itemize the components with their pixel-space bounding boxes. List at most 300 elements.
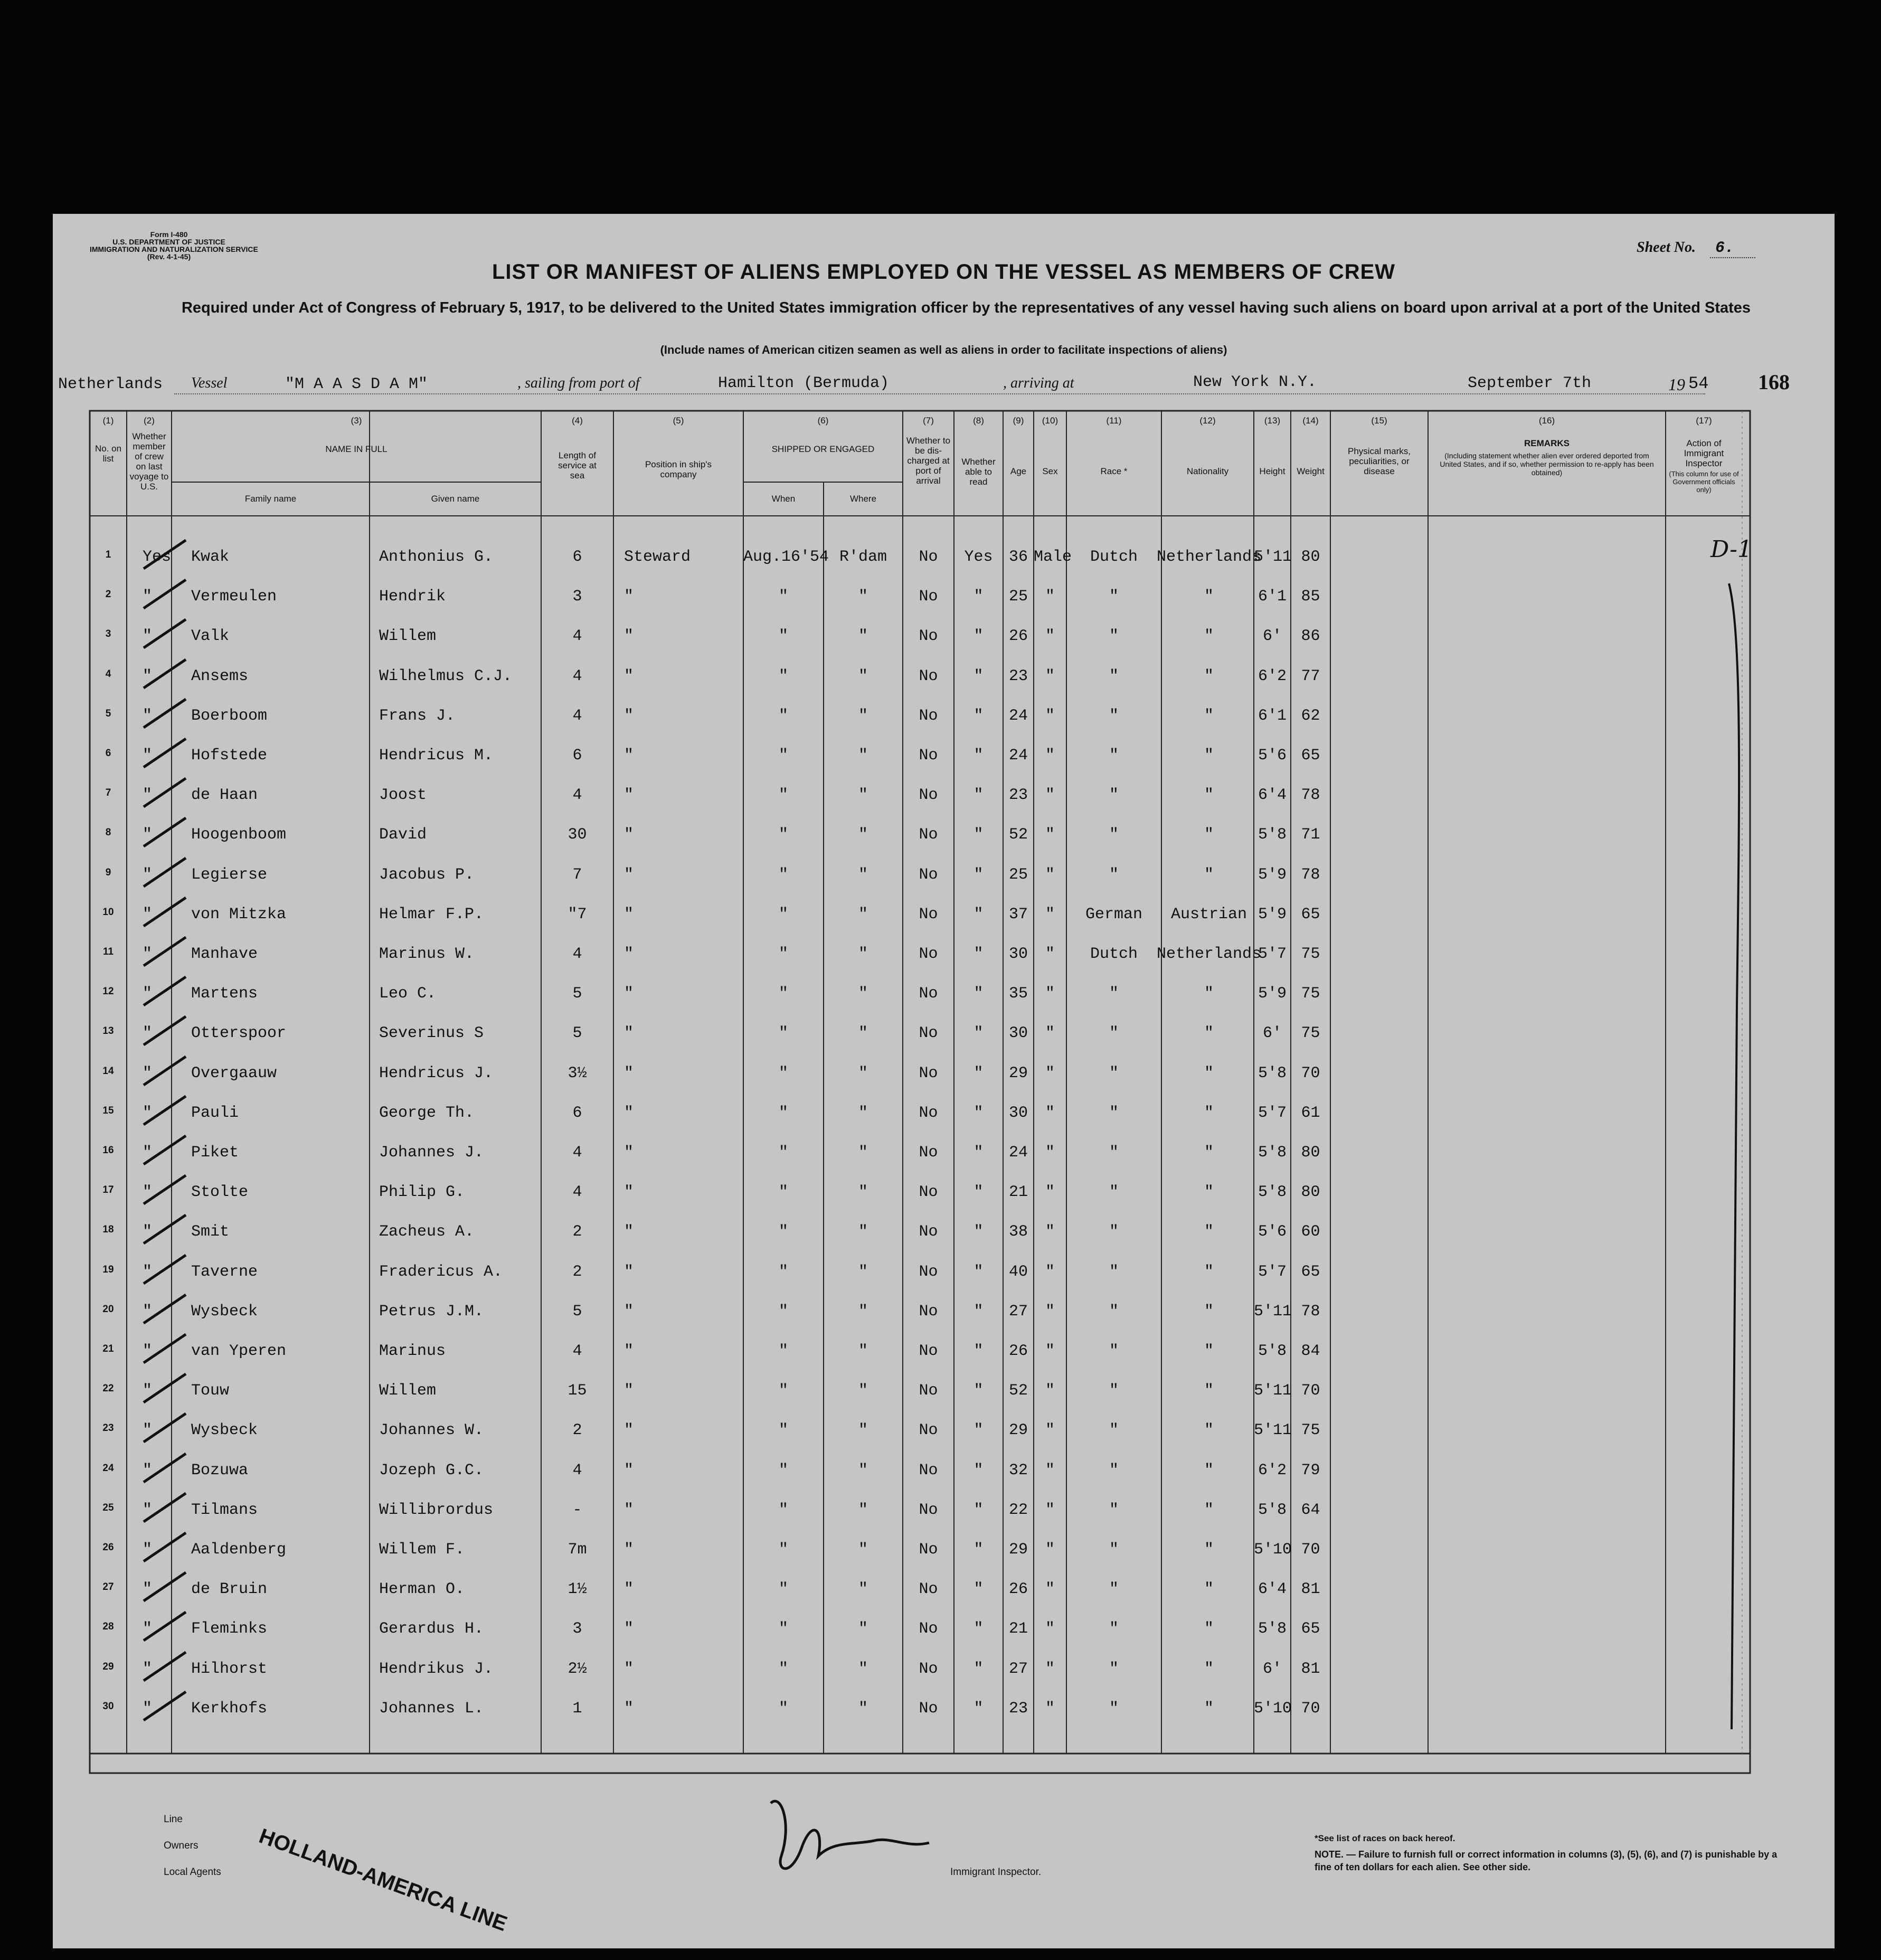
row-given: George Th. bbox=[379, 1104, 475, 1122]
row-given: Helmar F.P. bbox=[379, 906, 484, 924]
row-given: Wilhelmus C.J. bbox=[379, 667, 513, 685]
row-read: " bbox=[973, 627, 984, 645]
row-given: Fradericus A. bbox=[379, 1263, 503, 1281]
row-age: 21 bbox=[1008, 1620, 1028, 1638]
row-sex: " bbox=[1045, 1024, 1055, 1042]
row-sex: " bbox=[1045, 945, 1055, 963]
row-height: 5'8 bbox=[1258, 1064, 1287, 1082]
row-crew: " bbox=[143, 1700, 153, 1718]
row-position: " bbox=[624, 747, 634, 765]
col-17-number: (17) bbox=[1696, 416, 1712, 426]
row-no: 12 bbox=[102, 986, 114, 997]
row-where: " bbox=[858, 1541, 868, 1559]
row-nationality: " bbox=[1204, 1382, 1214, 1400]
row-sex: " bbox=[1045, 1303, 1055, 1321]
row-weight: 80 bbox=[1301, 1144, 1320, 1162]
row-crew: " bbox=[143, 1024, 153, 1042]
row-sex: " bbox=[1045, 667, 1055, 685]
row-age: 30 bbox=[1008, 1104, 1028, 1122]
row-discharged: No bbox=[919, 1580, 938, 1598]
row-weight: 70 bbox=[1301, 1064, 1320, 1082]
row-service: 6 bbox=[572, 747, 582, 765]
row-weight: 85 bbox=[1301, 588, 1320, 606]
row-read: " bbox=[973, 1421, 984, 1439]
row-position: " bbox=[624, 1223, 634, 1241]
row-age: 29 bbox=[1008, 1541, 1028, 1559]
row-when: " bbox=[778, 1303, 788, 1321]
row-service: 2 bbox=[572, 1223, 582, 1241]
row-no: 17 bbox=[102, 1184, 114, 1195]
inspector-action-mark: D-1 bbox=[1710, 536, 1752, 563]
row-height: 5'8 bbox=[1258, 1501, 1287, 1519]
row-given: Marinus bbox=[379, 1342, 446, 1360]
row-weight: 65 bbox=[1301, 747, 1320, 765]
page-subtitle: Required under Act of Congress of February 5, 1917, to be delivered to the United States immigration officer by the representatives of any vessel having such aliens on board upon arrival at a port of the United States bbox=[181, 299, 1751, 316]
row-position: " bbox=[624, 985, 634, 1003]
row-position: " bbox=[624, 786, 634, 804]
row-when: " bbox=[778, 945, 788, 963]
row-age: 52 bbox=[1008, 1382, 1028, 1400]
row-read: " bbox=[973, 707, 984, 725]
row-no: 3 bbox=[105, 628, 111, 639]
row-weight: 75 bbox=[1301, 1024, 1320, 1042]
row-where: " bbox=[858, 906, 868, 924]
row-sex: " bbox=[1045, 1541, 1055, 1559]
row-weight: 65 bbox=[1301, 1263, 1320, 1281]
row-discharged: No bbox=[919, 1660, 938, 1678]
row-sex: " bbox=[1045, 627, 1055, 645]
row-height: 6'2 bbox=[1258, 1462, 1287, 1480]
row-where: " bbox=[858, 1382, 868, 1400]
row-sex: " bbox=[1045, 1064, 1055, 1082]
row-family: Hoogenboom bbox=[191, 826, 287, 844]
row-weight: 61 bbox=[1301, 1104, 1320, 1122]
row-given: Philip G. bbox=[379, 1183, 465, 1201]
row-given: Frans J. bbox=[379, 707, 456, 725]
row-height: 5'8 bbox=[1258, 1144, 1287, 1162]
row-given: Willibrordus bbox=[379, 1501, 494, 1519]
row-no: 26 bbox=[102, 1542, 114, 1553]
col-15-number: (15) bbox=[1371, 416, 1387, 426]
row-weight: 79 bbox=[1301, 1462, 1320, 1480]
row-position: " bbox=[624, 1144, 634, 1162]
row-service: 2 bbox=[572, 1263, 582, 1281]
page-title: LIST OR MANIFEST OF ALIENS EMPLOYED ON THE VESSEL AS MEMBERS OF CREW bbox=[491, 260, 1396, 284]
row-discharged: No bbox=[919, 667, 938, 685]
row-age: 35 bbox=[1008, 985, 1028, 1003]
row-position: " bbox=[624, 1024, 634, 1042]
row-sex: " bbox=[1045, 786, 1055, 804]
row-when: " bbox=[778, 1223, 788, 1241]
col-10-header: Sex bbox=[1042, 466, 1058, 476]
row-discharged: No bbox=[919, 945, 938, 963]
row-discharged: No bbox=[919, 1501, 938, 1519]
row-discharged: No bbox=[919, 1024, 938, 1042]
row-given: Gerardus H. bbox=[379, 1620, 484, 1638]
row-crew: " bbox=[143, 627, 153, 645]
row-service: 3½ bbox=[568, 1064, 587, 1082]
row-given: Severinus S bbox=[379, 1024, 484, 1042]
col-7-header: Whether to be dis-charged at port of arrival bbox=[906, 436, 951, 486]
row-crew: " bbox=[143, 1223, 153, 1241]
row-family: Overgaauw bbox=[191, 1064, 277, 1082]
row-where: " bbox=[858, 1620, 868, 1638]
row-service: 2½ bbox=[568, 1660, 587, 1678]
row-no: 4 bbox=[105, 668, 111, 680]
row-race: " bbox=[1109, 1462, 1119, 1480]
row-sex: " bbox=[1045, 1660, 1055, 1678]
row-age: 27 bbox=[1008, 1303, 1028, 1321]
row-family: Martens bbox=[191, 985, 258, 1003]
col-5-number: (5) bbox=[673, 416, 684, 426]
row-sex: " bbox=[1045, 707, 1055, 725]
row-read: " bbox=[973, 1342, 984, 1360]
row-given: Willem bbox=[379, 627, 437, 645]
row-age: 24 bbox=[1008, 1144, 1028, 1162]
row-age: 23 bbox=[1008, 786, 1028, 804]
row-height: 5'10 bbox=[1254, 1700, 1292, 1718]
row-height: 6'1 bbox=[1258, 588, 1287, 606]
row-read: " bbox=[973, 1541, 984, 1559]
row-where: " bbox=[858, 1342, 868, 1360]
row-when: " bbox=[778, 1024, 788, 1042]
sheet-value: 6. bbox=[1710, 239, 1755, 258]
row-weight: 86 bbox=[1301, 627, 1320, 645]
col-3b-header: Given name bbox=[431, 494, 480, 504]
row-discharged: No bbox=[919, 707, 938, 725]
row-where: " bbox=[858, 1223, 868, 1241]
row-read: " bbox=[973, 1462, 984, 1480]
row-when: " bbox=[778, 1064, 788, 1082]
row-service: 4 bbox=[572, 707, 582, 725]
row-discharged: No bbox=[919, 786, 938, 804]
row-height: 5'9 bbox=[1258, 906, 1287, 924]
row-family: Piket bbox=[191, 1144, 239, 1162]
row-when: " bbox=[778, 1541, 788, 1559]
row-discharged: No bbox=[919, 826, 938, 844]
row-position: " bbox=[624, 1660, 634, 1678]
row-position: " bbox=[624, 1501, 634, 1519]
row-age: 26 bbox=[1008, 1342, 1028, 1360]
row-nationality: " bbox=[1204, 1263, 1214, 1281]
row-crew: " bbox=[143, 1342, 153, 1360]
row-crew: " bbox=[143, 1064, 153, 1082]
row-family: Hofstede bbox=[191, 747, 268, 765]
row-position: " bbox=[624, 866, 634, 884]
row-height: 5'7 bbox=[1258, 1263, 1287, 1281]
row-service: 4 bbox=[572, 1144, 582, 1162]
row-race: " bbox=[1109, 1223, 1119, 1241]
row-race: " bbox=[1109, 1024, 1119, 1042]
row-crew: " bbox=[143, 747, 153, 765]
row-nationality: " bbox=[1204, 985, 1214, 1003]
col-6a-header: When bbox=[771, 494, 796, 504]
row-service: 5 bbox=[572, 985, 582, 1003]
row-position: " bbox=[624, 906, 634, 924]
row-no: 20 bbox=[102, 1304, 114, 1315]
row-where: " bbox=[858, 985, 868, 1003]
row-race: " bbox=[1109, 1580, 1119, 1598]
row-given: Jacobus P. bbox=[379, 866, 475, 884]
col-4-number: (4) bbox=[572, 416, 583, 426]
row-race: " bbox=[1109, 786, 1119, 804]
row-nationality: " bbox=[1204, 1303, 1214, 1321]
row-position: " bbox=[624, 1183, 634, 1201]
row-race: " bbox=[1109, 1620, 1119, 1638]
row-where: " bbox=[858, 1303, 868, 1321]
row-race: " bbox=[1109, 1342, 1119, 1360]
row-given: Anthonius G. bbox=[379, 548, 494, 566]
row-no: 8 bbox=[105, 827, 111, 838]
row-weight: 80 bbox=[1301, 548, 1320, 566]
row-height: 5'7 bbox=[1258, 1104, 1287, 1122]
row-where: " bbox=[858, 1104, 868, 1122]
row-race: " bbox=[1109, 1263, 1119, 1281]
col-14-header: Weight bbox=[1297, 466, 1325, 476]
row-family: Touw bbox=[191, 1382, 230, 1400]
row-where: " bbox=[858, 1501, 868, 1519]
col-2-header: Whether member of crew on last voyage to U.S. bbox=[129, 431, 169, 492]
row-race: " bbox=[1109, 1421, 1119, 1439]
row-height: 6'4 bbox=[1258, 786, 1287, 804]
row-read: " bbox=[973, 1660, 984, 1678]
col-3a-header: Family name bbox=[244, 494, 297, 504]
row-sex: " bbox=[1045, 985, 1055, 1003]
row-height: 5'8 bbox=[1258, 1183, 1287, 1201]
row-height: 6' bbox=[1262, 1024, 1282, 1042]
row-when: " bbox=[778, 1462, 788, 1480]
row-position: " bbox=[624, 1303, 634, 1321]
row-sex: " bbox=[1045, 588, 1055, 606]
row-height: 5'6 bbox=[1258, 747, 1287, 765]
vessel-label: Vessel bbox=[191, 375, 228, 391]
row-discharged: No bbox=[919, 1342, 938, 1360]
col-12-number: (12) bbox=[1199, 416, 1216, 426]
row-weight: 70 bbox=[1301, 1541, 1320, 1559]
row-nationality: " bbox=[1204, 1024, 1214, 1042]
row-crew: " bbox=[143, 1580, 153, 1598]
row-discharged: No bbox=[919, 1620, 938, 1638]
row-family: Boerboom bbox=[191, 707, 268, 725]
row-family: Stolte bbox=[191, 1183, 249, 1201]
row-sex: " bbox=[1045, 1501, 1055, 1519]
row-nationality: " bbox=[1204, 1620, 1214, 1638]
row-nationality: " bbox=[1204, 1700, 1214, 1718]
row-age: 29 bbox=[1008, 1064, 1028, 1082]
row-when: " bbox=[778, 985, 788, 1003]
row-discharged: No bbox=[919, 627, 938, 645]
col-1-header: No. on list bbox=[94, 444, 122, 464]
row-given: Willem bbox=[379, 1382, 437, 1400]
row-read: " bbox=[973, 1382, 984, 1400]
row-when: " bbox=[778, 627, 788, 645]
row-read: " bbox=[973, 906, 984, 924]
row-nationality: Netherlands bbox=[1156, 548, 1262, 566]
row-height: 5'8 bbox=[1258, 1342, 1287, 1360]
row-service: 1½ bbox=[568, 1580, 587, 1598]
row-read: " bbox=[973, 1104, 984, 1122]
row-position: " bbox=[624, 1342, 634, 1360]
row-given: Johannes W. bbox=[379, 1421, 484, 1439]
row-height: 6'1 bbox=[1258, 707, 1287, 725]
port-to: New York N.Y. bbox=[1193, 373, 1317, 391]
row-crew: " bbox=[143, 906, 153, 924]
row-race: " bbox=[1109, 1700, 1119, 1718]
row-position: " bbox=[624, 707, 634, 725]
row-race: Dutch bbox=[1090, 548, 1138, 566]
row-height: 5'7 bbox=[1258, 945, 1287, 963]
row-nationality: " bbox=[1204, 707, 1214, 725]
row-nationality: " bbox=[1204, 1462, 1214, 1480]
owners-label: Owners bbox=[164, 1840, 199, 1851]
row-position: " bbox=[624, 1382, 634, 1400]
row-given: Joost bbox=[379, 786, 427, 804]
row-family: Fleminks bbox=[191, 1620, 268, 1638]
form-revision: (Rev. 4-1-45) bbox=[147, 252, 191, 261]
row-no: 24 bbox=[102, 1463, 114, 1474]
col-14-number: (14) bbox=[1302, 416, 1319, 426]
row-when: " bbox=[778, 747, 788, 765]
row-family: Tilmans bbox=[191, 1501, 258, 1519]
col-17-note: (This column for use of Government officials only) bbox=[1669, 470, 1739, 494]
row-family: Manhave bbox=[191, 945, 258, 963]
row-age: 24 bbox=[1008, 747, 1028, 765]
row-nationality: " bbox=[1204, 826, 1214, 844]
row-read: " bbox=[973, 1263, 984, 1281]
row-family: Vermeulen bbox=[191, 588, 277, 606]
races-note: *See list of races on back hereof. bbox=[1315, 1833, 1455, 1843]
port-from: Hamilton (Bermuda) bbox=[718, 374, 890, 392]
col-8-header: Whether able to read bbox=[961, 457, 996, 487]
row-read: " bbox=[973, 1024, 984, 1042]
row-family: Bozuwa bbox=[191, 1462, 249, 1480]
row-weight: 65 bbox=[1301, 906, 1320, 924]
row-nationality: " bbox=[1204, 1501, 1214, 1519]
row-position: " bbox=[624, 1421, 634, 1439]
col-16-note: (Including statement whether alien ever ordered deported from United States, and if so, whether permission to re-apply has been obtained) bbox=[1440, 451, 1654, 477]
row-where: " bbox=[858, 1183, 868, 1201]
row-nationality: " bbox=[1204, 667, 1214, 685]
row-position: " bbox=[624, 588, 634, 606]
form-service: IMMIGRATION AND NATURALIZATION SERVICE bbox=[90, 245, 258, 253]
row-race: " bbox=[1109, 1382, 1119, 1400]
row-crew: " bbox=[143, 1620, 153, 1638]
row-service: 7 bbox=[572, 866, 582, 884]
row-crew: " bbox=[143, 1382, 153, 1400]
row-no: 23 bbox=[102, 1422, 114, 1434]
col-9-header: Age bbox=[1010, 466, 1027, 476]
row-no: 10 bbox=[102, 907, 114, 918]
col-17-header: Action of Immigrant Inspector bbox=[1684, 438, 1724, 468]
row-when: " bbox=[778, 588, 788, 606]
row-height: 5'8 bbox=[1258, 1620, 1287, 1638]
row-discharged: No bbox=[919, 985, 938, 1003]
row-crew: " bbox=[143, 1144, 153, 1162]
row-service: 4 bbox=[572, 667, 582, 685]
row-service: 3 bbox=[572, 588, 582, 606]
row-no: 19 bbox=[102, 1264, 114, 1275]
manifest-sheet bbox=[53, 214, 1835, 1948]
row-sex: " bbox=[1045, 1104, 1055, 1122]
row-weight: 71 bbox=[1301, 826, 1320, 844]
page-number: 168 bbox=[1758, 370, 1790, 394]
row-family: Kwak bbox=[191, 548, 230, 566]
row-sex: " bbox=[1045, 1263, 1055, 1281]
row-sex: " bbox=[1045, 1382, 1055, 1400]
row-height: 5'8 bbox=[1258, 826, 1287, 844]
row-nationality: Austrian bbox=[1170, 906, 1247, 924]
row-service: 4 bbox=[572, 1462, 582, 1480]
row-read: " bbox=[973, 588, 984, 606]
row-discharged: No bbox=[919, 548, 938, 566]
row-family: Ansems bbox=[191, 667, 249, 685]
row-age: 37 bbox=[1008, 906, 1028, 924]
row-when: " bbox=[778, 786, 788, 804]
row-given: Johannes L. bbox=[379, 1700, 484, 1718]
row-service: 6 bbox=[572, 1104, 582, 1122]
row-where: " bbox=[858, 747, 868, 765]
row-nationality: " bbox=[1204, 1421, 1214, 1439]
row-weight: 78 bbox=[1301, 1303, 1320, 1321]
row-where: " bbox=[858, 826, 868, 844]
row-no: 29 bbox=[102, 1661, 114, 1672]
row-age: 22 bbox=[1008, 1501, 1028, 1519]
row-discharged: No bbox=[919, 866, 938, 884]
row-read: " bbox=[973, 1501, 984, 1519]
fine-note-label: NOTE. bbox=[1315, 1849, 1344, 1860]
col-2-number: (2) bbox=[144, 416, 155, 426]
row-when: " bbox=[778, 1700, 788, 1718]
row-read: " bbox=[973, 1144, 984, 1162]
row-nationality: " bbox=[1204, 1342, 1214, 1360]
arriving-label: , arriving at bbox=[1003, 375, 1074, 391]
row-when: " bbox=[778, 1501, 788, 1519]
row-sex: " bbox=[1045, 906, 1055, 924]
row-when: " bbox=[778, 1620, 788, 1638]
row-nationality: " bbox=[1204, 1223, 1214, 1241]
row-nationality: " bbox=[1204, 786, 1214, 804]
line-label: Line bbox=[164, 1814, 183, 1825]
col-3-number: (3) bbox=[351, 416, 362, 426]
row-where: " bbox=[858, 1144, 868, 1162]
row-when: " bbox=[778, 707, 788, 725]
row-age: 24 bbox=[1008, 707, 1028, 725]
row-weight: 77 bbox=[1301, 667, 1320, 685]
row-crew: " bbox=[143, 1541, 153, 1559]
row-service: 4 bbox=[572, 786, 582, 804]
row-sex: " bbox=[1045, 866, 1055, 884]
col-11-header: Race * bbox=[1100, 466, 1128, 476]
row-nationality: " bbox=[1204, 1064, 1214, 1082]
row-weight: 78 bbox=[1301, 866, 1320, 884]
row-sex: Male bbox=[1034, 548, 1072, 566]
fine-note-text: — Failure to furnish full or correct information in columns (3), (5), (6), and (7) is punishable by a fine of ten dollars for each alien. See other side. bbox=[1315, 1849, 1778, 1872]
row-discharged: No bbox=[919, 1223, 938, 1241]
sheet-label: Sheet No. bbox=[1637, 239, 1696, 256]
row-discharged: No bbox=[919, 1541, 938, 1559]
row-where: " bbox=[858, 707, 868, 725]
vessel-nationality: Netherlands bbox=[58, 375, 163, 393]
row-given: Leo C. bbox=[379, 985, 437, 1003]
row-position: " bbox=[624, 1620, 634, 1638]
row-no: 11 bbox=[102, 946, 114, 957]
row-race: Dutch bbox=[1090, 945, 1138, 963]
row-given: Zacheus A. bbox=[379, 1223, 475, 1241]
row-discharged: No bbox=[919, 1144, 938, 1162]
row-race: " bbox=[1109, 747, 1119, 765]
row-race: German bbox=[1085, 906, 1143, 924]
row-age: 30 bbox=[1008, 1024, 1028, 1042]
